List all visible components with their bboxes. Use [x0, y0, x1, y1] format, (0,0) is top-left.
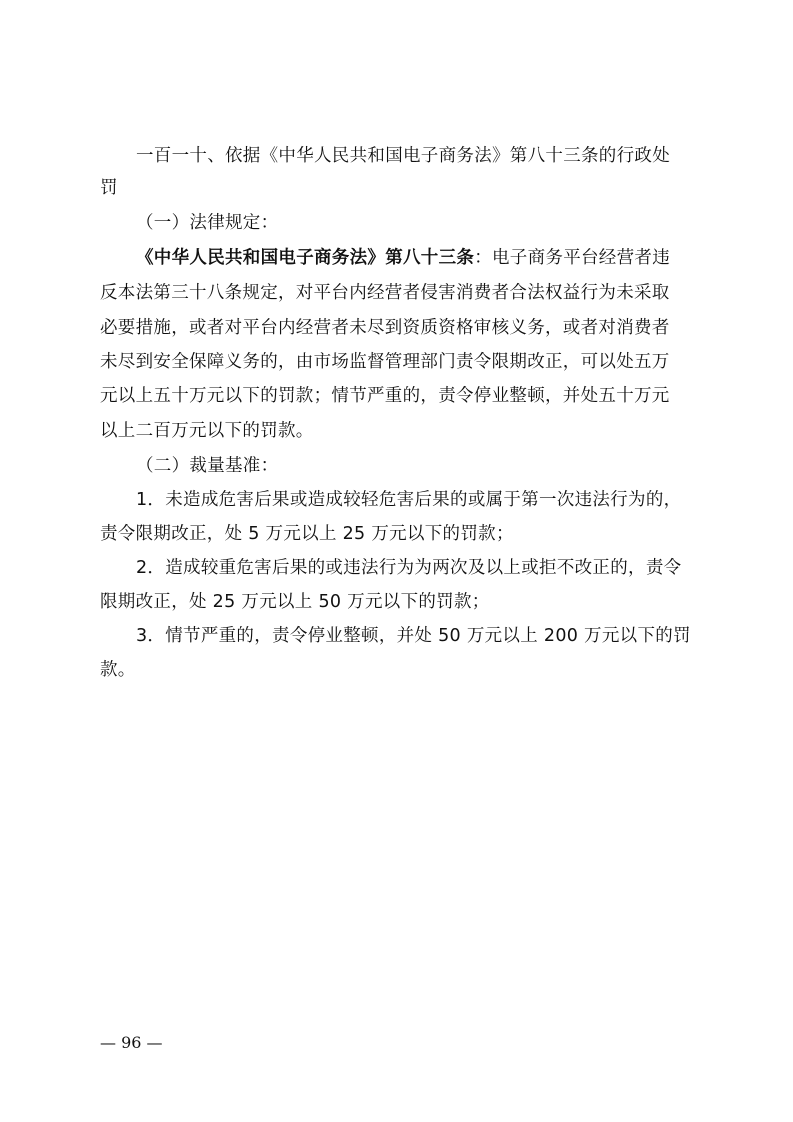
- legal-provision-line-3: 必要措施，或者对平台内经营者未尽到资质资格审核义务，或者对消费者: [100, 318, 670, 338]
- legal-provision-line-1: [136, 248, 670, 268]
- standard-item-1-line-2: 责令限期改正，处 5 万元以上 25 万元以下的罚款；: [100, 524, 514, 544]
- law-reference: 《中华人民共和国电子商务法》第八十三条: [136, 248, 475, 268]
- legal-provision-line-5: 元以上五十万元以下的罚款；情节严重的，责令停业整顿，并处五十万元: [100, 386, 670, 406]
- legal-provision-line-6: 以上二百万元以下的罚款。: [100, 421, 314, 441]
- section-heading-line-1: 一百一十、依据《中华人民共和国电子商务法》第八十三条的行政处: [136, 146, 670, 166]
- standard-item-2-line-1: 2．造成较重危害后果的或违法行为为两次及以上或拒不改正的，责令: [136, 558, 682, 578]
- standard-item-3-line-2: 款。: [100, 660, 136, 680]
- standard-item-3-line-1: 3．情节严重的，责令停业整顿，并处 50 万元以上 200 万元以下的罚: [136, 626, 691, 646]
- page-number: — 96 —: [100, 1033, 163, 1052]
- standard-item-1-line-1: 1．未造成危害后果或造成较轻危害后果的或属于第一次违法行为的，: [136, 490, 682, 510]
- standards-label: （二）裁量基准：: [136, 456, 279, 476]
- legal-provision-line-4: 未尽到安全保障义务的，由市场监督管理部门责令限期改正，可以处五万: [100, 352, 670, 372]
- standard-item-2-line-2: 限期改正，处 25 万元以上 50 万元以下的罚款；: [100, 592, 490, 612]
- legal-provision-line-1-rest: ：电子商务平台经营者违: [474, 248, 671, 268]
- legal-provision-line-2: 反本法第三十八条规定，对平台内经营者侵害消费者合法权益行为未采取: [100, 283, 670, 303]
- legal-provision-label: （一）法律规定：: [136, 213, 279, 233]
- section-heading-line-2: 罚: [100, 178, 118, 198]
